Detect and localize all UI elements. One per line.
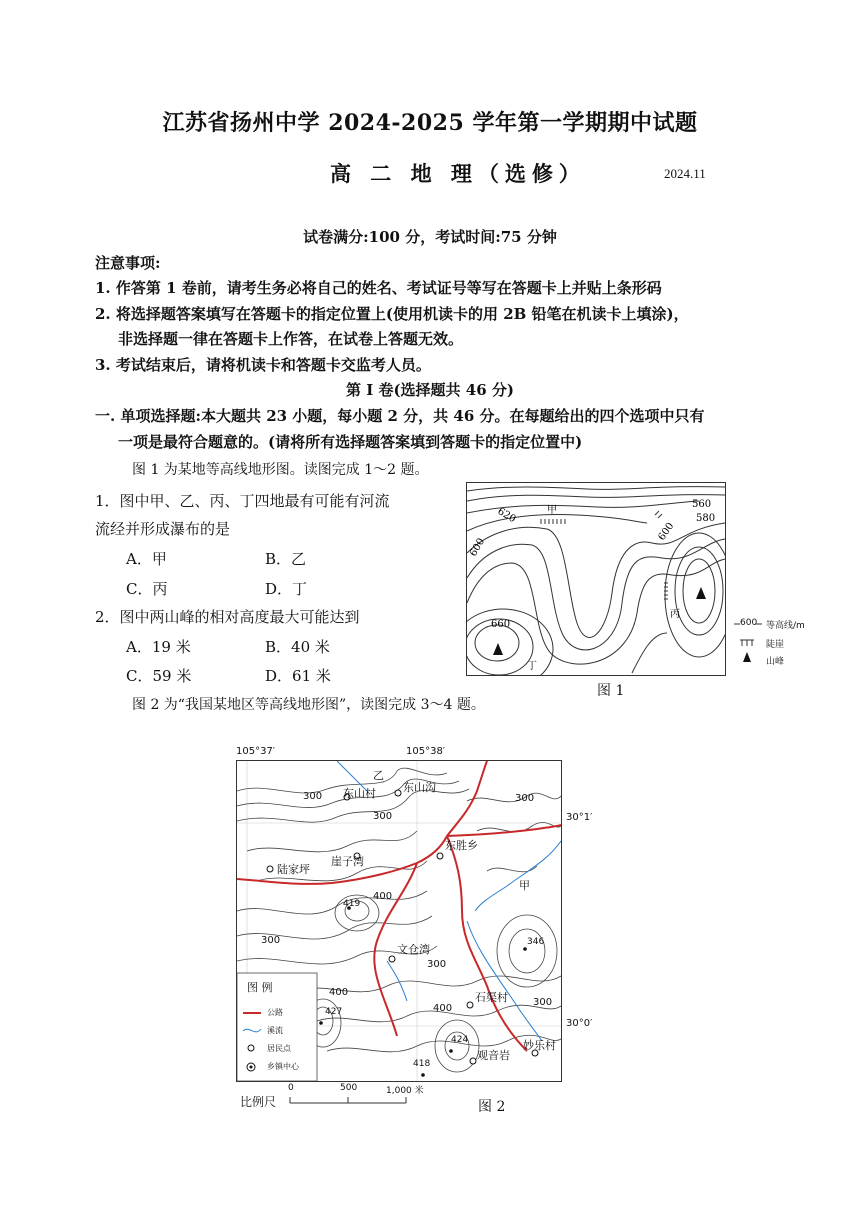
question-1-stem: 1．图中甲、乙、丙、丁四地最有可能有河流: [95, 492, 390, 510]
scale-label: 比例尺: [240, 1095, 277, 1109]
question-1-option-a: A．甲: [126, 550, 167, 568]
place-label: 东山村: [343, 787, 376, 800]
longitude-label: 105°37′: [236, 746, 276, 757]
legend-road: 公路: [267, 1008, 283, 1017]
contour-label: 300: [515, 793, 535, 804]
legend-stream: 溪流: [267, 1026, 283, 1035]
legend-town: 乡镇中心: [267, 1062, 299, 1071]
place-label-ding: 丁: [527, 661, 537, 672]
contour-label: 400: [433, 1003, 453, 1014]
figure-1-legend: [734, 616, 844, 676]
peak-icon: [743, 652, 751, 662]
part-one-instructions: 一项是最符合题意的。(请将所有选择题答案填到答题卡的指定位置中): [118, 433, 583, 451]
contour-label: 560: [692, 499, 712, 510]
place-label: 陆家坪: [277, 863, 310, 876]
contour-label: 300: [533, 997, 553, 1008]
exam-title: 江苏省扬州中学 2024-2025 学年第一学期期中试题: [162, 110, 698, 136]
place-label: 妙乐村: [523, 1039, 556, 1052]
notice-item: 3. 考试结束后，请将机读卡和答题卡交监考人员。: [95, 356, 431, 374]
place-label: 观音岩: [477, 1049, 510, 1062]
figure-2-contour-map: [236, 760, 562, 1082]
place-label-bing: 丙: [670, 609, 680, 620]
question-2-option-b: B．40 米: [265, 638, 330, 656]
figure-2-legend-title: 图 例: [247, 981, 273, 994]
subject-title: 高 二 地 理（选修）: [330, 161, 586, 186]
exam-info: 试卷满分:100 分，考试时间:75 分钟: [303, 228, 557, 246]
question-2-option-c: C．59 米: [126, 667, 192, 685]
fig2-intro: 图 2 为“我国某地区等高线地形图”，读图完成 3～4 题。: [132, 697, 485, 713]
contour-label: 600: [468, 536, 488, 559]
scale-bar: [236, 1081, 496, 1109]
question-2-stem: 2．图中两山峰的相对高度最大可能达到: [95, 608, 360, 626]
spot-height: 419: [343, 899, 361, 909]
legend-peak: 山峰: [766, 657, 785, 667]
legend-settlement-symbol: [248, 1045, 254, 1051]
question-2-option-d: D．61 米: [265, 667, 331, 685]
place-label: 文仓湾: [397, 943, 430, 956]
legend-town-symbol-dot: [250, 1066, 253, 1069]
longitude-label: 105°38′: [406, 746, 446, 757]
spot-height: 427: [325, 1007, 343, 1017]
contour-label: 580: [696, 513, 716, 524]
figure-1-caption: 图 1: [597, 683, 625, 699]
scale-tick: 0: [288, 1083, 294, 1093]
peak-icon: [493, 643, 503, 655]
place-label-jia: 甲: [519, 879, 530, 892]
contour-label: 400: [373, 891, 393, 902]
cliff-symbol-top: [541, 511, 668, 599]
question-1-stem: 流经并形成瀑布的是: [95, 520, 231, 538]
scale-tick: 1,000 米: [386, 1086, 424, 1096]
latitude-label: 30°0′: [566, 1018, 593, 1029]
contour-label: 300: [373, 811, 393, 822]
place-label-jia: 甲: [547, 505, 557, 516]
notice-item: 非选择题一律在答题卡上作答，在试卷上答题无效。: [118, 330, 464, 348]
spot-height: 424: [451, 1035, 469, 1045]
figure-2-caption: 图 2: [478, 1099, 506, 1115]
legend-settlement: 居民点: [267, 1044, 291, 1053]
question-1-option-d: D．丁: [265, 580, 308, 598]
place-label: 东山沟: [403, 781, 436, 794]
contour-label: 660: [491, 619, 511, 630]
contour-label: 600: [656, 520, 677, 543]
contour-label: 300: [261, 935, 281, 946]
figure-1-contour-map: [466, 482, 726, 676]
figure-2-svg: [237, 761, 561, 1081]
place-label: 东胜乡: [445, 839, 478, 852]
notice-heading: 注意事项:: [95, 254, 161, 272]
contour-label: 400: [329, 987, 349, 998]
question-1-option-b: B．乙: [265, 550, 307, 568]
contour-label: 620: [495, 506, 518, 526]
scale-tick: 500: [340, 1083, 358, 1093]
spot-height: 418: [413, 1059, 431, 1069]
notice-item: 1. 作答第 1 卷前，请考生务必将自己的姓名、考试证号等写在答题卡上并贴上条形码: [95, 279, 662, 297]
legend-contour-sample: 600: [740, 618, 758, 628]
legend-cliff: 陡崖: [766, 640, 785, 650]
place-label: 石渠村: [475, 991, 508, 1004]
legend-contour: 等高线/m: [766, 621, 805, 631]
question-1-option-c: C．丙: [126, 580, 168, 598]
contour-label: 300: [303, 791, 323, 802]
figure-1-svg: [467, 483, 725, 675]
exam-date: 2024.11: [664, 166, 706, 181]
spot-height: 346: [527, 937, 545, 947]
peak-icon: [696, 587, 706, 599]
place-label-yi: 乙: [373, 769, 384, 782]
section-title: 第 I 卷(选择题共 46 分): [346, 381, 514, 399]
place-label: 崖子湾: [331, 855, 364, 868]
notice-item: 2. 将选择题答案填写在答题卡的指定位置上(使用机读卡的用 2B 铅笔在机读卡上填涂)，: [95, 305, 689, 323]
fig1-intro: 图 1 为某地等高线地形图。读图完成 1～2 题。: [132, 462, 429, 478]
question-2-option-a: A．19 米: [126, 638, 191, 656]
latitude-label: 30°1′: [566, 812, 593, 823]
part-one-instructions: 一. 单项选择题:本大题共 23 小题，每小题 2 分，共 46 分。在每题给出的四个选项中只有: [95, 407, 705, 425]
contour-label: 300: [427, 959, 447, 970]
